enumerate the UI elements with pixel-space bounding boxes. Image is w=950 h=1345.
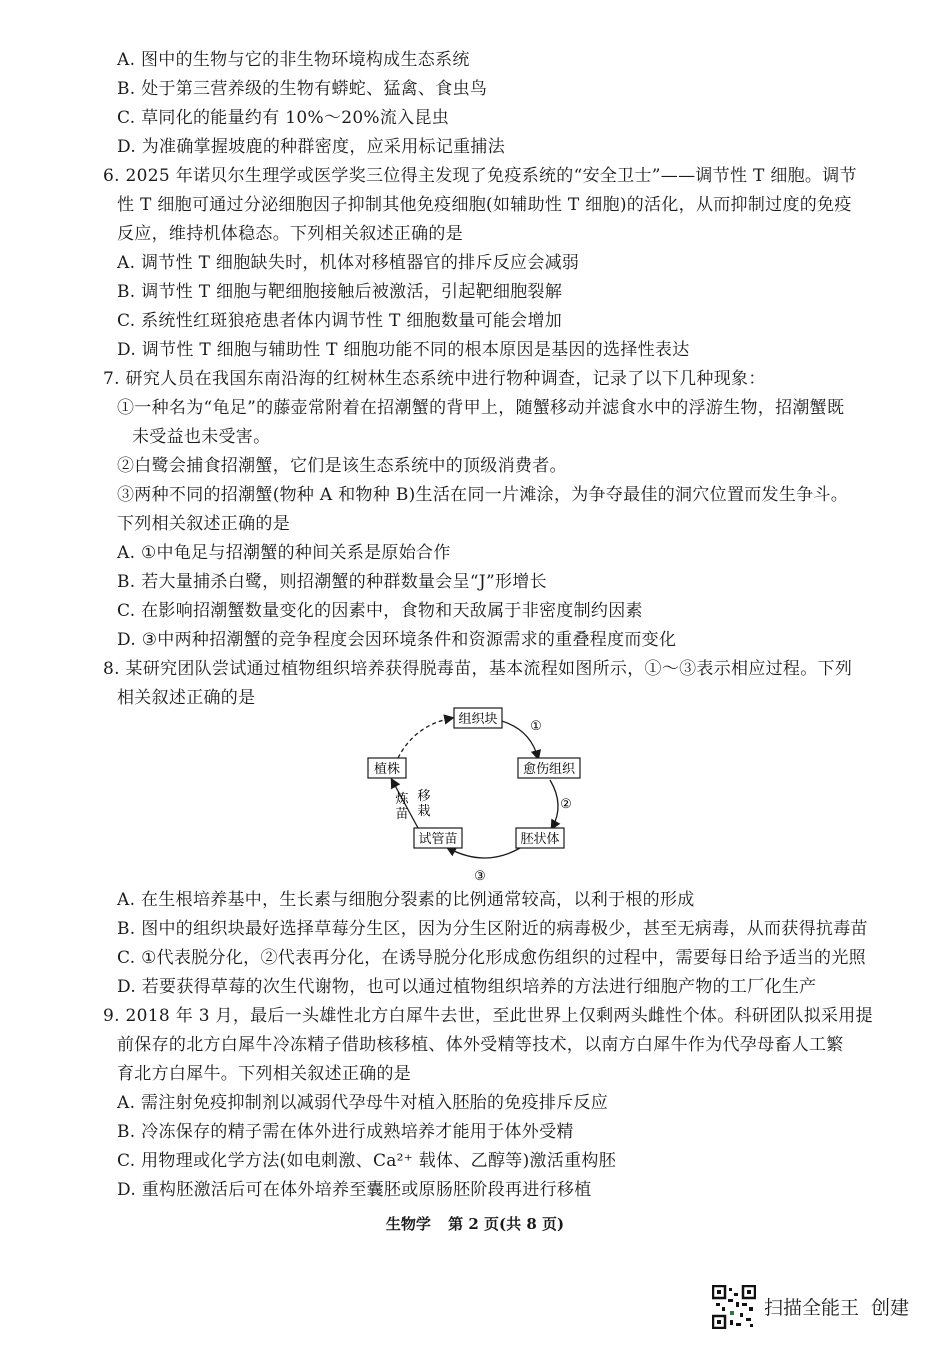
q7-stem: 7. 研究人员在我国东南沿海的红树林生态系统中进行物种调查，记录了以下几种现象： — [103, 369, 766, 389]
q6-option-c: C. 系统性红斑狼疮患者体内调节性 T 细胞数量可能会增加 — [117, 311, 563, 331]
q9-option-d: D. 重构胚激活后可在体外培养至囊胚或原肠胚阶段再进行移植 — [117, 1180, 592, 1200]
tissue-culture-cycle-diagram — [360, 700, 600, 885]
svg-text:植株: 植株 — [373, 762, 401, 777]
scanner-action: 创建 — [871, 1297, 910, 1319]
q7-option-a: A. ①中龟足与招潮蟹的种间关系是原始合作 — [117, 543, 451, 563]
q7-item: 未受益也未受害。 — [132, 427, 271, 447]
q8-option-c: C. ①代表脱分化，②代表再分化，在诱导脱分化形成愈伤组织的过程中，需要每日给予适当的光照 — [117, 948, 866, 968]
q7-item: ③两种不同的招潮蟹(物种 A 和物种 B)生活在同一片滩涂，为争夺最佳的洞穴位置而发生争斗。 — [117, 485, 849, 505]
footer-subject: 生物学 — [385, 1215, 431, 1233]
label-transplant: 栽 — [417, 804, 431, 819]
q5-option-a: A. 图中的生物与它的非生物环境构成生态系统 — [117, 50, 470, 70]
q6-stem-line: 反应，维持机体稳态。下列相关叙述正确的是 — [117, 224, 463, 244]
node-plant — [368, 758, 406, 778]
q6-stem-line: 6. 2025 年诺贝尔生理学或医学奖三位得主发现了免疫系统的“安全卫士”——调节性 T 细胞。调节 — [103, 166, 857, 186]
node-test-tube-seedling — [414, 828, 462, 848]
svg-text:试管苗: 试管苗 — [418, 832, 458, 847]
q8-stem-line: 相关叙述正确的是 — [117, 688, 256, 708]
node-callus — [518, 758, 580, 778]
scanner-watermark — [764, 1293, 921, 1320]
label-transplant: 移 — [417, 789, 431, 804]
q9-option-a: A. 需注射免疫抑制剂以减弱代孕母牛对植入胚胎的免疫排斥反应 — [117, 1093, 609, 1113]
node-tissue-block — [454, 708, 502, 728]
q9-option-b: B. 冷冻保存的精子需在体外进行成熟培养才能用于体外受精 — [117, 1122, 574, 1142]
q7-item: ①一种名为“龟足”的藤壶常附着在招潮蟹的背甲上，随蟹移动并滤食水中的浮游生物，招潮蟹既 — [117, 398, 845, 418]
svg-text:愈伤组织: 愈伤组织 — [522, 762, 576, 777]
label-step1: ① — [530, 719, 542, 734]
q5-option-c: C. 草同化的能量约有 10%～20%流入昆虫 — [117, 108, 450, 128]
q5-option-d: D. 为准确掌握坡鹿的种群密度，应采用标记重捕法 — [117, 137, 506, 157]
footer-page-number: 第 2 页(共 8 页) — [448, 1215, 565, 1233]
svg-text:组织块: 组织块 — [458, 712, 498, 727]
label-step3: ③ — [474, 869, 486, 884]
arrow-dashed-return — [398, 718, 452, 758]
q6-stem-line: 性 T 细胞可通过分泌细胞因子抑制其他免疫细胞(如辅助性 T 细胞)的活化，从而抑制过度的免疫 — [117, 195, 852, 215]
q8-stem-line: 8. 某研究团队尝试通过植物组织培养获得脱毒苗，基本流程如图所示，①～③表示相应过程。下列 — [103, 659, 853, 679]
q9-stem-line: 育北方白犀牛。下列相关叙述正确的是 — [117, 1064, 412, 1084]
q6-option-b: B. 调节性 T 细胞与靶细胞接触后被激活，引起靶细胞裂解 — [117, 282, 563, 302]
q5-option-b: B. 处于第三营养级的生物有蟒蛇、猛禽、食虫鸟 — [117, 79, 488, 99]
q8-option-d: D. 若要获得草莓的次生代谢物，也可以通过植物组织培养的方法进行细胞产物的工厂化生产 — [117, 977, 817, 997]
scanner-app-name: 扫描全能王 — [764, 1297, 860, 1319]
q6-option-a: A. 调节性 T 细胞缺失时，机体对移植器官的排斥反应会减弱 — [117, 253, 580, 273]
q9-stem-line: 9. 2018 年 3 月，最后一头雄性北方白犀牛去世，至此世界上仅剩两头雌性个体。科研团队拟采用提 — [103, 1006, 873, 1026]
arrow-step3 — [448, 848, 520, 858]
q7-option-c: C. 在影响招潮蟹数量变化的因素中，食物和天敌属于非密度制约因素 — [117, 601, 643, 621]
label-step2: ② — [560, 797, 572, 812]
q7-option-d: D. ③中两种招潮蟹的竞争程度会因环境条件和资源需求的重叠程度而变化 — [117, 630, 677, 650]
q7-item: 下列相关叙述正确的是 — [117, 514, 290, 534]
q8-option-b: B. 图中的组织块最好选择草莓分生区，因为分生区附近的病毒极少，甚至无病毒，从而获得抗毒苗 — [117, 919, 868, 939]
q7-item: ②白鹭会捕食招潮蟹，它们是该生态系统中的顶级消费者。 — [117, 456, 567, 476]
arrow-step2 — [550, 780, 558, 828]
page-footer — [0, 1213, 950, 1234]
q7-option-b: B. 若大量捕杀白鹭，则招潮蟹的种群数量会呈“J”形增长 — [117, 572, 547, 592]
label-harden: 炼 — [395, 792, 409, 807]
q8-option-a: A. 在生根培养基中，生长素与细胞分裂素的比例通常较高，以利于根的形成 — [117, 890, 695, 910]
q9-option-c: C. 用物理或化学方法(如电刺激、Ca²⁺ 载体、乙醇等)激活重构胚 — [117, 1151, 617, 1171]
q9-stem-line: 前保存的北方白犀牛冷冻精子借助核移植、体外受精等技术，以南方白犀牛作为代孕母畜人工繁 — [117, 1035, 844, 1055]
svg-text:胚状体: 胚状体 — [520, 832, 560, 847]
label-harden: 苗 — [395, 807, 409, 822]
q6-option-d: D. 调节性 T 细胞与辅助性 T 细胞功能不同的根本原因是基因的选择性表达 — [117, 340, 690, 360]
node-embryoid — [516, 828, 564, 848]
qr-code-icon — [712, 1285, 756, 1329]
